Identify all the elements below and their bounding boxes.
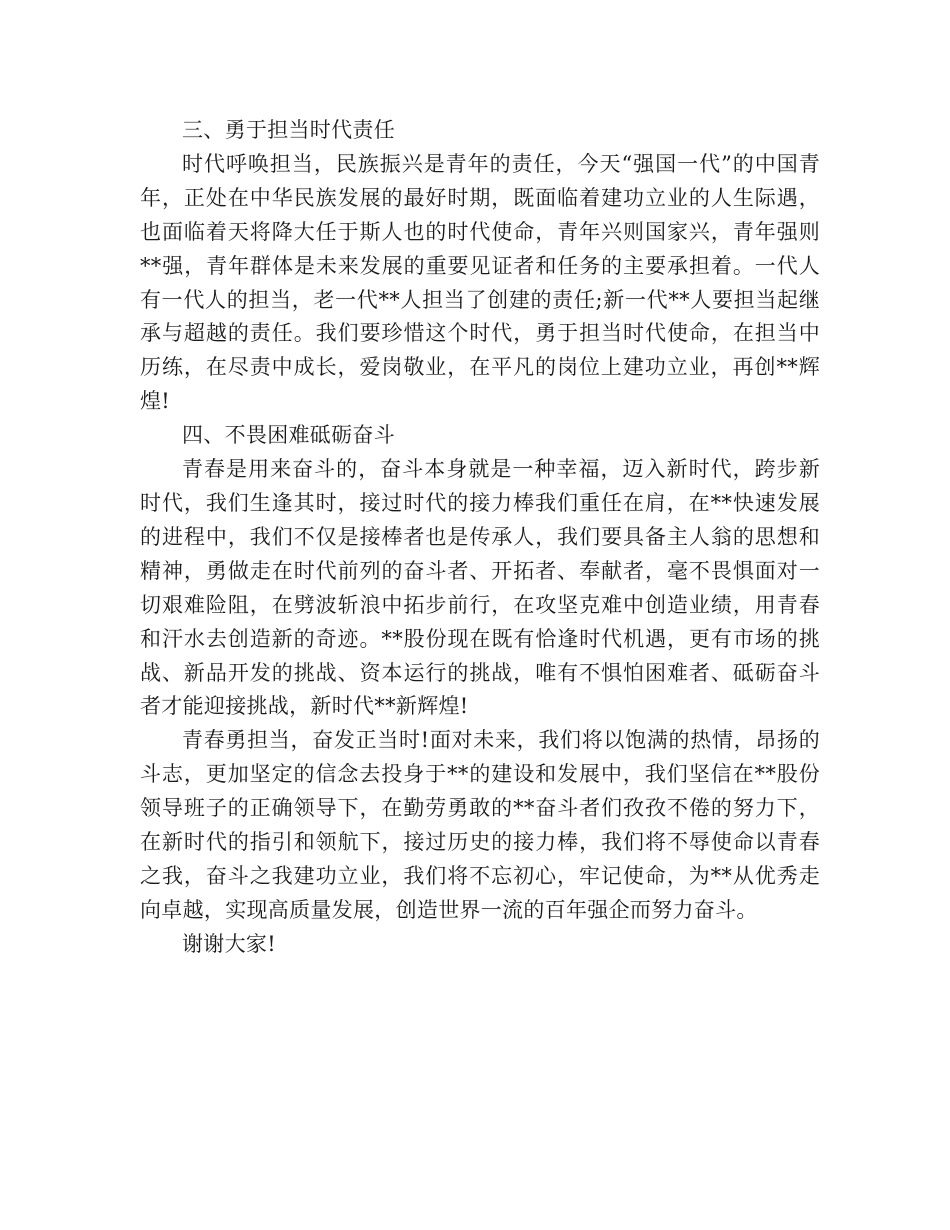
section-paragraph-4: 青春是用来奋斗的，奋斗本身就是一种幸福，迈入新时代，跨步新时代，我们生逢其时，接过时代的接力棒我们重任在肩，在**快速发展的进程中，我们不仅是接棒者也是传承人，我们要具备主人翁的思想和精神，勇做走在时代前列的奋斗者、开拓者、奉献者，毫不畏惧面对一切艰难险阻，在劈波斩浪中拓步前行，在攻坚克难中创造业绩，用青春和汗水去创造新的奇迹。**股份现在既有恰逢时代机遇，更有市场的挑战、新品开发的挑战、资本运行的挑战，唯有不惧怕困难者、砥砺奋斗者才能迎接挑战，新时代**新辉煌! xyxy=(140,457,820,719)
section-heading-3: 三、勇于担当时代责任 xyxy=(182,118,395,142)
section-heading-4: 四、不畏困难砥砺奋斗 xyxy=(182,423,395,448)
document-body xyxy=(140,114,820,962)
closing-paragraph: 青春勇担当，奋发正当时!面对未来，我们将以饱满的热情，昂扬的斗志，更加坚定的信念去投身于**的建设和发展中，我们坚信在**股份领导班子的正确领导下，在勤劳勇敢的**奋斗者们孜孜不倦的努力下，在新时代的指引和领航下，接过历史的接力棒，我们将不辱使命以青春之我，奋斗之我建功立业，我们将不忘初心，牢记使命，为**从优秀走向卓越，实现高质量发展，创造世界一流的百年强企而努力奋斗。 xyxy=(140,728,820,922)
thanks-line: 谢谢大家! xyxy=(182,931,276,956)
section-paragraph-3: 时代呼唤担当，民族振兴是青年的责任，今天“强国一代”的中国青年，正处在中华民族发展的最好时期，既面临着建功立业的人生际遇，也面临着天将降大任于斯人也的时代使命，青年兴则国家兴，青年强则**强，青年群体是未来发展的重要见证者和任务的主要承担着。一代人有一代人的担当，老一代**人担当了创建的责任;新一代**人要担当起继承与超越的责任。我们要珍惜这个时代，勇于担当时代使命，在担当中历练，在尽责中成长，爱岗敬业，在平凡的岗位上建功立业，再创**辉煌! xyxy=(140,151,820,414)
